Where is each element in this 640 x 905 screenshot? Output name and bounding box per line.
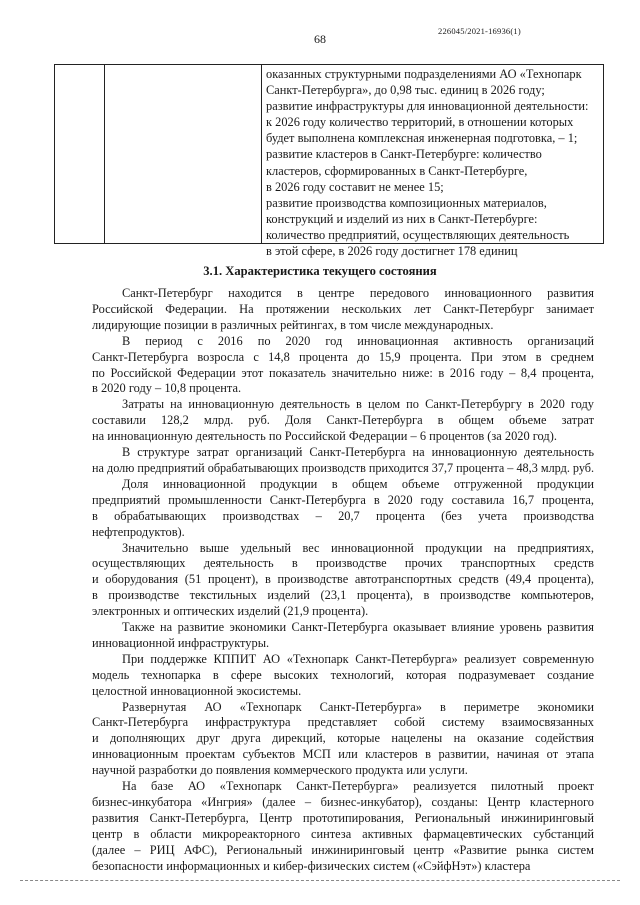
table-text-line: развитие инфраструктуры для инновационной деятельности: — [266, 99, 589, 114]
paragraph — [92, 541, 594, 621]
paragraph-line: инновационным проектам субъектов МСП или кластеров в развитии, начиная от этапа — [92, 747, 594, 762]
paragraph-line: нефтепродуктов). — [92, 524, 185, 539]
paragraph-line: развития Санкт-Петербурга, Центр прототипирования, Региональный инжиниринговый — [92, 810, 594, 825]
paragraph — [92, 477, 594, 541]
paragraph-line: Затраты на инновационную деятельность в целом по Санкт-Петербургу в 2020 году — [122, 397, 594, 412]
paragraph-line: бизнес-инкубатора «Ингрия» (далее – бизнес-инкубатор), созданы: Центр кластерного — [92, 795, 594, 809]
table-cell-text — [266, 66, 595, 259]
paragraph-line: (далее – РИЦ АФС), Региональный инжиниринговый центр «Развитие рынка систем — [92, 842, 594, 857]
paragraph — [92, 700, 594, 780]
document-body — [92, 286, 594, 875]
paragraph-line: в 2020 году – 10,8 процента. — [92, 381, 242, 396]
paragraph-line: составили 128,2 млрд. руб. Доля Санкт-Петербурга в общем объеме затрат — [92, 413, 594, 428]
paragraph-line: Российской Федерации. На протяжении нескольких лет Санкт-Петербург занимает — [92, 301, 594, 316]
paragraph-line: и дополняющих друг друга дирекций, которые нацелены на оказание содействия — [92, 731, 594, 746]
paragraph-line: Также на развитие экономики Санкт-Петербурга оказывает влияние уровень развития — [122, 620, 594, 635]
table-text-line: количество предприятий, осуществляющих деятельность — [266, 227, 570, 242]
indicator-table-fragment — [54, 64, 604, 259]
paragraph-line: целостной инновационной экосистемы. — [92, 683, 302, 698]
table-text-line: к 2026 году количество территорий, в отношении которых — [266, 115, 574, 130]
paragraph-line: в обрабатывающих производствах – 20,7 процента (без учета производства — [92, 508, 594, 523]
paragraph-line: В период с 2016 по 2020 год инновационная активность организаций — [122, 333, 594, 348]
paragraph — [92, 620, 594, 652]
table-text-line: развитие производства композиционных материалов, — [266, 195, 547, 210]
table-column-divider — [104, 65, 105, 243]
table-text-line: в этой сфере, в 2026 году достигнет 178 единиц — [266, 244, 518, 259]
paragraph-line: на долю предприятий обрабатывающих производств приходится 37,7 процента – 48,3 млрд. руб. — [92, 460, 595, 475]
paragraph-line: в производстве текстильных изделий (23,1 процента), в производстве компьютеров, — [92, 588, 594, 603]
paragraph-line: центр в области микрореакторного синтеза активных фармацевтических субстанций — [92, 826, 594, 841]
table-text-line: будет выполнена комплексная инженерная подготовка, – 1; — [266, 131, 578, 146]
table-column-divider — [261, 65, 262, 243]
table-text-line: кластеров, сформированных в Санкт-Петербурге, — [266, 163, 528, 178]
paragraph-line: В структуре затрат организаций Санкт-Петербурга на инновационную деятельность — [122, 445, 594, 460]
paragraph-line: предприятий промышленности Санкт-Петербурга в 2020 году составила 16,7 процента, — [92, 492, 594, 507]
paragraph-line: Санкт-Петербурга возросла с 14,8 процента до 15,9 процента. При этом в среднем — [92, 349, 594, 364]
paragraph-line: Развернутая АО «Технопарк Санкт-Петербурга» в периметре экономики — [122, 699, 594, 714]
paragraph-line: электронных и оптических изделий (21,9 процента). — [92, 604, 369, 619]
table-text-line: оказанных структурными подразделениями АО «Технопарк — [266, 67, 582, 81]
paragraph-line: модель технопарка в сфере высоких технологий, которая подразумевает создание — [92, 667, 594, 682]
paragraph — [92, 286, 594, 334]
paragraph-line: При поддержке КППИТ АО «Технопарк Санкт-Петербурга» реализует современную — [122, 651, 594, 666]
paragraph-line: инновационной инфраструктуры. — [92, 635, 270, 650]
paragraph-line: по Российской Федерации этот показатель значительно ниже: в 2016 году – 8,4 процента, — [92, 365, 594, 380]
table-text-line: в 2026 году составит не менее 15; — [266, 179, 444, 194]
paragraph-line: лидирующие позиции в различных рейтингах, в том числе международных. — [92, 317, 494, 332]
table-text-line: конструкций и изделий из них в Санкт-Петербурге: — [266, 211, 538, 226]
paragraph-line: научной разработки до появления коммерческого продукта или услуги. — [92, 763, 468, 778]
paragraph — [92, 397, 594, 445]
paragraph — [92, 334, 594, 398]
paragraph-line: Значительно выше удельный вес инновационной продукции на предприятиях, — [122, 540, 594, 555]
paragraph-line: и оборудования (51 процент), в производстве автотранспортных средств (49,4 процента), — [92, 572, 594, 587]
paragraph-line: Санкт-Петербурга инфраструктура представляет собой систему взаимосвязанных — [92, 715, 594, 730]
document-registration-number: 226045/2021-16936(1) — [438, 26, 521, 36]
paragraph-line: осуществляющих деятельность в производстве прочих транспортных средств — [92, 556, 594, 571]
section-heading: 3.1. Характеристика текущего состояния — [203, 264, 437, 278]
paragraph — [92, 445, 594, 477]
paragraph-line: безопасности информационных и кибер-физических систем («СэйфНэт») кластера — [92, 858, 531, 873]
paragraph-line: на инновационную деятельность по Российской Федерации – 6 процентов (за 2020 год). — [92, 429, 557, 444]
table-text-line: Санкт-Петербурга», до 0,98 тыс. единиц в 2026 году; — [266, 83, 545, 98]
paragraph-line: Санкт-Петербург находится в центре передового инновационного развития — [122, 286, 594, 300]
scan-bottom-edge — [20, 880, 620, 881]
paragraph — [92, 779, 594, 874]
paragraph-line: Доля инновационной продукции в общем объеме отгруженной продукции — [122, 476, 594, 491]
page-number: 68 — [314, 32, 326, 46]
paragraph — [92, 652, 594, 700]
table-text-line: развитие кластеров в Санкт-Петербурге: количество — [266, 147, 542, 162]
paragraph-line: На базе АО «Технопарк Санкт-Петербурга» реализуется пилотный проект — [122, 779, 594, 794]
